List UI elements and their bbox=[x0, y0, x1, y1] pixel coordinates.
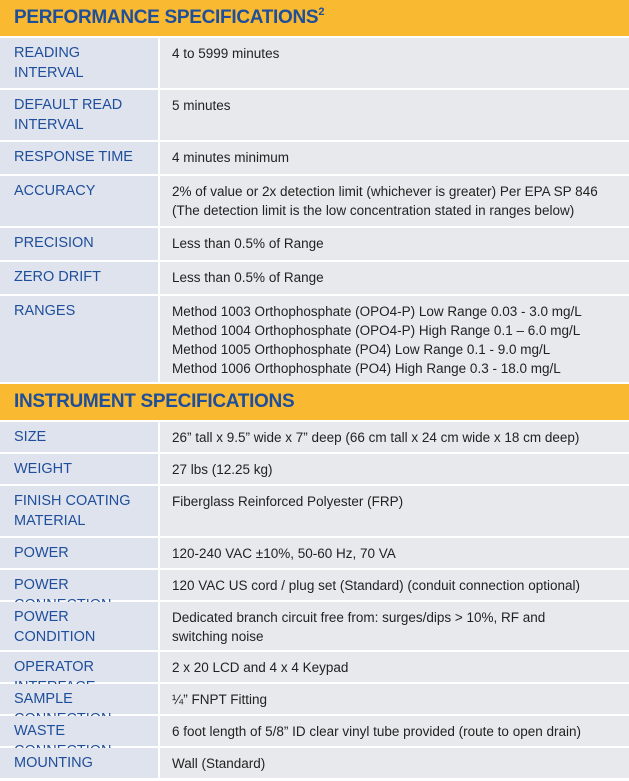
table-row bbox=[0, 90, 629, 140]
spec-value bbox=[160, 486, 629, 536]
spec-value bbox=[160, 748, 629, 778]
value-line: Method 1005 Orthophosphate (PO4) Low Range 0.1 - 9.0 mg/L bbox=[172, 342, 551, 357]
table-row bbox=[0, 652, 629, 682]
instrument-title: INSTRUMENT SPECIFICATIONS bbox=[14, 391, 295, 412]
spec-value bbox=[160, 176, 629, 226]
table-row bbox=[0, 684, 629, 714]
spec-label: MOUNTING bbox=[0, 748, 158, 778]
performance-title: PERFORMANCE SPECIFICATIONS bbox=[14, 7, 319, 28]
table-row bbox=[0, 748, 629, 778]
table-row bbox=[0, 38, 629, 88]
value-line: 2 x 20 LCD and 4 x 4 Keypad bbox=[172, 660, 349, 675]
spec-value bbox=[160, 228, 629, 260]
spec-value bbox=[160, 454, 629, 484]
table-row bbox=[0, 262, 629, 294]
spec-value bbox=[160, 602, 629, 650]
value-line: 4 minutes minimum bbox=[172, 150, 290, 165]
spec-label: POWER bbox=[0, 570, 158, 600]
table-row bbox=[0, 422, 629, 452]
spec-value bbox=[160, 422, 629, 452]
spec-value bbox=[160, 38, 629, 88]
table-row bbox=[0, 486, 629, 536]
spec-value bbox=[160, 570, 629, 600]
table-row bbox=[0, 454, 629, 484]
performance-table bbox=[0, 38, 629, 382]
footnote-marker: 2 bbox=[318, 6, 325, 18]
value-line: 5 minutes bbox=[172, 98, 231, 113]
table-row bbox=[0, 176, 629, 226]
value-line: Less than 0.5% of Range bbox=[172, 270, 324, 285]
value-line: Method 1004 Orthophosphate (OPO4-P) High Range 0.1 – 6.0 mg/L bbox=[172, 323, 581, 338]
value-line: Method 1003 Orthophosphate (OPO4-P) Low Range 0.03 - 3.0 mg/L bbox=[172, 304, 582, 319]
value-line: Fiberglass Reinforced Polyester (FRP) bbox=[172, 494, 404, 509]
spec-label: OPERATOR bbox=[0, 652, 158, 682]
spec-label: POWER bbox=[0, 538, 158, 568]
spec-label: WASTE bbox=[0, 716, 158, 746]
value-line: 26” tall x 9.5” wide x 7” deep (66 cm tall x 24 cm wide x 18 cm deep) bbox=[172, 430, 580, 445]
table-row bbox=[0, 570, 629, 600]
spec-label: SAMPLE bbox=[0, 684, 158, 714]
value-line: 4 to 5999 minutes bbox=[172, 46, 280, 61]
table-row bbox=[0, 602, 629, 650]
spec-label: PRECISION bbox=[0, 228, 158, 260]
instrument-specifications-header bbox=[0, 384, 629, 420]
spec-label: ACCURACY bbox=[0, 176, 158, 226]
value-line: ¼” FNPT Fitting bbox=[172, 692, 268, 707]
spec-label: RESPONSE TIME bbox=[0, 142, 158, 174]
value-line: Less than 0.5% of Range bbox=[172, 236, 324, 251]
spec-label: DEFAULT READ INTERVAL bbox=[0, 90, 158, 140]
value-line: 120-240 VAC ±10%, 50-60 Hz, 70 VA bbox=[172, 546, 396, 561]
spec-value bbox=[160, 142, 629, 174]
spec-label: READING INTERVAL bbox=[0, 38, 158, 88]
spec-value bbox=[160, 90, 629, 140]
spec-value bbox=[160, 262, 629, 294]
spec-value bbox=[160, 296, 629, 382]
value-line: 6 foot length of 5/8” ID clear vinyl tube provided (route to open drain) bbox=[172, 724, 581, 739]
spec-label: FINISH COATING MATERIAL bbox=[0, 486, 158, 536]
spec-value bbox=[160, 716, 629, 746]
value-line: 120 VAC US cord / plug set (Standard) (conduit connection optional) bbox=[172, 578, 580, 593]
table-row bbox=[0, 538, 629, 568]
instrument-table bbox=[0, 422, 629, 778]
table-row bbox=[0, 716, 629, 746]
value-line: Wall (Standard) bbox=[172, 756, 266, 771]
table-row bbox=[0, 142, 629, 174]
value-line: 2% of value or 2x detection limit (whichever is greater) Per EPA SP 846 bbox=[172, 184, 598, 199]
spec-label: ZERO DRIFT bbox=[0, 262, 158, 294]
table-row bbox=[0, 296, 629, 382]
performance-specifications-header bbox=[0, 0, 629, 36]
spec-value bbox=[160, 538, 629, 568]
spec-value bbox=[160, 684, 629, 714]
spec-label: SIZE bbox=[0, 422, 158, 452]
spec-label: WEIGHT bbox=[0, 454, 158, 484]
value-line: Dedicated branch circuit free from: surges/dips > 10%, RF and bbox=[172, 610, 546, 625]
value-line: (The detection limit is the low concentration stated in ranges below) bbox=[172, 203, 575, 218]
table-row bbox=[0, 228, 629, 260]
value-line: switching noise bbox=[172, 629, 264, 644]
spec-value bbox=[160, 652, 629, 682]
spec-label: POWER CONDITION bbox=[0, 602, 158, 650]
spec-label: RANGES bbox=[0, 296, 158, 382]
value-line: 27 lbs (12.25 kg) bbox=[172, 462, 273, 477]
value-line: Method 1006 Orthophosphate (PO4) High Range 0.3 - 18.0 mg/L bbox=[172, 361, 561, 376]
